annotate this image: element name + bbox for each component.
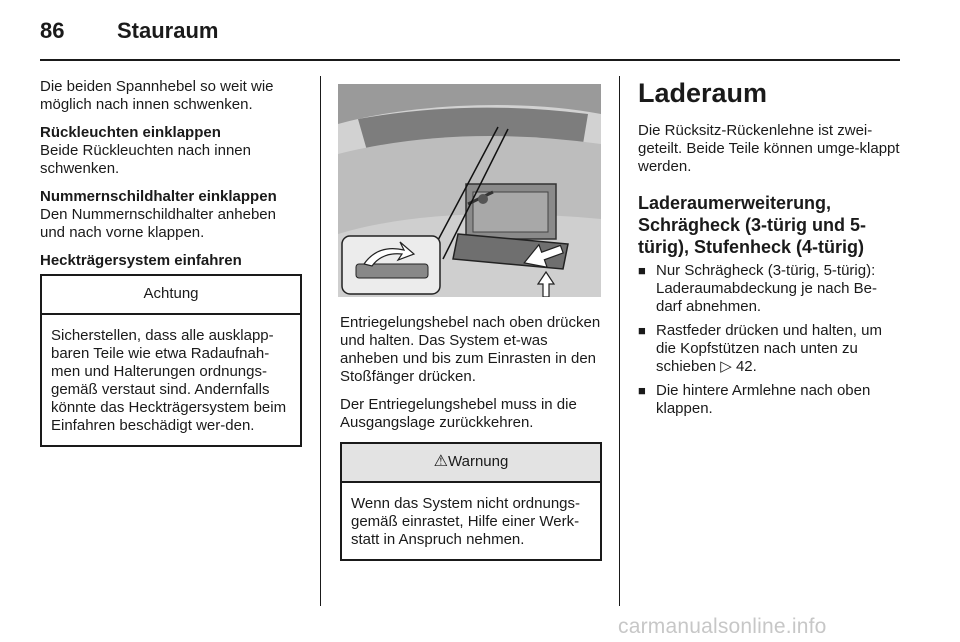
- bullet-icon: ■: [638, 323, 646, 338]
- instruction-list: [638, 262, 900, 418]
- warning-triangle-icon: ⚠: [433, 453, 449, 470]
- page-ref[interactable]: 42.: [735, 358, 757, 375]
- section-title: Rückleuchten einklappen: [40, 124, 221, 141]
- left-column: [40, 78, 302, 447]
- paragraph: Die Rücksitz-Rückenlehne ist zwei-geteilt. Beide Teile können umge-klappt werden.: [638, 122, 900, 175]
- header-rule: [40, 59, 900, 61]
- paragraph: Der Entriegelungshebel muss in die Ausgangslage zurückkehren.: [340, 396, 577, 431]
- warning-text: Wenn das System nicht ordnungs-gemäß einrastet, Hilfe einer Werk-statt in Anspruch nehmen.: [351, 495, 581, 548]
- tow-bar-illustration: [338, 84, 601, 297]
- section-heading: Laderaum: [638, 78, 768, 108]
- paragraph: Die beiden Spannhebel so weit wie möglich nach innen schwenken.: [40, 78, 274, 113]
- list-item: ■ Die hintere Armlehne nach oben klappen.: [638, 382, 871, 417]
- page-ref-icon: ▷: [720, 358, 732, 375]
- bullet-icon: ■: [638, 383, 646, 398]
- middle-column: [340, 314, 602, 561]
- watermark: carmanualsonline.info: [618, 615, 827, 638]
- page-title: Stauraum: [117, 18, 219, 43]
- list-item: ■ Rastfeder drücken und halten, um die Kopfstützen nach unten zu schieben ▷ 42.: [638, 322, 882, 375]
- warning-header: [342, 444, 600, 483]
- section: [40, 252, 302, 270]
- caution-text: Sicherstellen, dass alle ausklapp-baren Teile wie etwa Radaufnah-men und Halterungen ordnungs-gemäß verstaut sind. Andernfalls könnte das Heckträgersystem beim Einfahren beschädigt wer-den.: [51, 327, 287, 434]
- section-text: Den Nummernschildhalter anheben und nach vorne klappen.: [40, 206, 276, 241]
- section-title: Nummernschildhalter einklappen: [40, 188, 277, 205]
- section: [40, 188, 302, 242]
- page-number: 86: [40, 18, 65, 43]
- caution-title: Achtung: [42, 276, 300, 315]
- caution-box: [40, 274, 302, 447]
- list-item: ■ Nur Schrägheck (3-türig, 5-türig): Laderaumabdeckung je nach Be-darf abnehmen.: [638, 262, 877, 315]
- right-column: [638, 78, 900, 424]
- section: [40, 124, 302, 178]
- warning-title: Warnung: [448, 453, 509, 470]
- section-text: Beide Rückleuchten nach innen schwenken.: [40, 142, 251, 177]
- section-title: Heckträgersystem einfahren: [40, 252, 242, 269]
- column-divider: [619, 76, 620, 606]
- bullet-icon: ■: [638, 263, 646, 278]
- subsection-heading: Laderaumerweiterung, Schrägheck (3-türig und 5-türig), Stufenheck (4-türig): [638, 193, 867, 257]
- paragraph: Entriegelungshebel nach oben drücken und halten. Das System et-was anheben und bis zum Einrasten in den Stoßfänger drücken.: [340, 314, 601, 385]
- warning-box: [340, 442, 602, 561]
- column-divider: [320, 76, 321, 606]
